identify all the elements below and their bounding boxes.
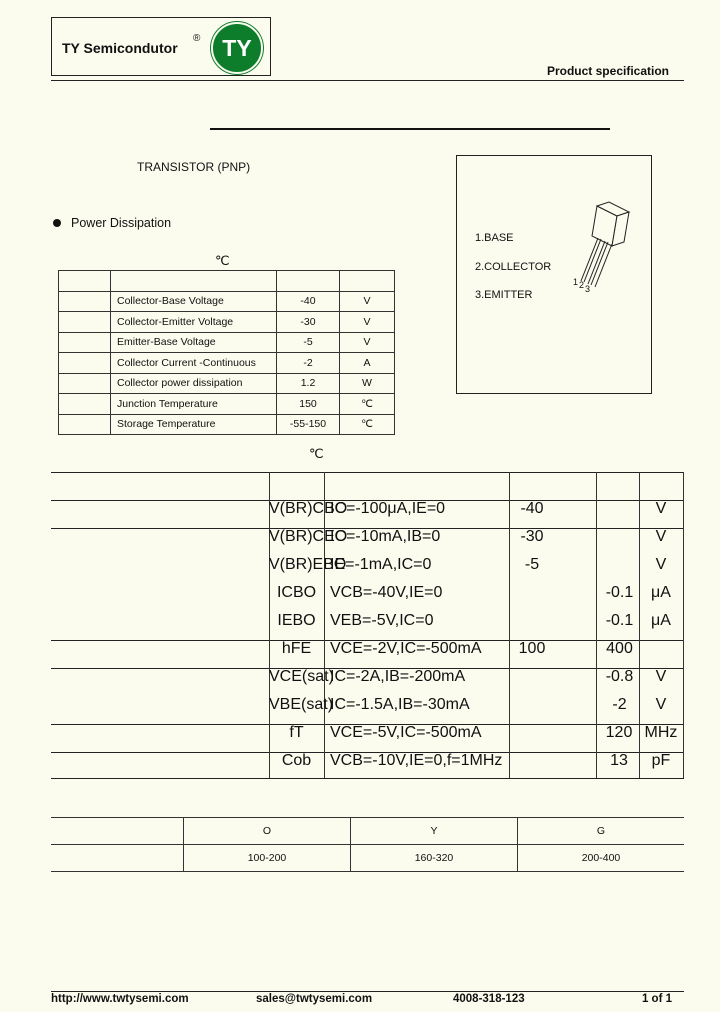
pin-label-emitter: 3.EMITTER xyxy=(475,289,533,301)
unit-cell: V xyxy=(340,332,395,353)
typ-cell: 120 xyxy=(605,724,633,741)
symbol-cell xyxy=(269,556,347,574)
device-description: TRANSISTOR (PNP) xyxy=(137,160,251,174)
symbol-subscript: ob xyxy=(293,752,312,769)
symbol-main: V xyxy=(269,500,280,517)
symbol-cell xyxy=(269,584,324,602)
to92-package-icon xyxy=(457,156,651,393)
min-cell: -5 xyxy=(524,556,540,573)
electrical-table xyxy=(51,472,684,778)
bullet-icon xyxy=(53,219,61,227)
electrical-unit-note: ℃ xyxy=(309,446,324,461)
unit-cell: V xyxy=(655,556,667,573)
value-cell: -5 xyxy=(277,332,340,353)
symbol-subscript: EBO xyxy=(281,612,316,629)
unit-cell: V xyxy=(655,528,667,545)
unit-cell: A xyxy=(340,353,395,374)
table-row xyxy=(59,291,395,312)
condition-cell: VCE=-2V,IC=-500mA xyxy=(330,640,482,657)
symbol-cell xyxy=(269,528,348,546)
symbol-cell xyxy=(269,752,324,770)
symbol-main: h xyxy=(281,640,291,657)
value-cell: -30 xyxy=(277,312,340,333)
symbol-main: C xyxy=(281,752,294,769)
unit-cell: V xyxy=(340,291,395,312)
max-cell: -0.8 xyxy=(605,668,634,685)
condition-cell: IE=-1mA,IC=0 xyxy=(330,556,432,573)
symbol-cell xyxy=(269,612,324,630)
symbol-main: V xyxy=(269,528,280,545)
symbol-subscript: CBO xyxy=(281,584,317,601)
table-row xyxy=(51,818,684,845)
condition-cell: IC=-10mA,IB=0 xyxy=(330,528,441,545)
symbol-main: f xyxy=(289,724,294,741)
footer-page-number: 1 of 1 xyxy=(641,993,672,1005)
symbol-cell xyxy=(269,696,334,714)
pin-number-3: 3 xyxy=(585,284,591,294)
param-cell: Storage Temperature xyxy=(111,414,277,435)
symbol-subscript: (BR)CEO xyxy=(279,528,348,545)
rank-cell: O xyxy=(184,818,351,845)
table-row xyxy=(59,414,395,435)
symbol-subscript: FE xyxy=(290,640,312,657)
table-row xyxy=(59,373,395,394)
unit-cell: V xyxy=(655,696,667,713)
condition-cell: VCB=-40V,IE=0 xyxy=(330,584,443,601)
param-cell: Collector Current -Continuous xyxy=(111,353,277,374)
symbol-main: V xyxy=(269,668,280,685)
footer-rule xyxy=(51,991,684,992)
table-row xyxy=(51,845,684,872)
table-row xyxy=(59,353,395,374)
param-cell: Emitter-Base Voltage xyxy=(111,332,277,353)
footer-url-link[interactable]: http://www.twtysemi.com xyxy=(51,993,189,1005)
pin-label-collector: 2.COLLECTOR xyxy=(475,261,552,273)
unit-cell: ℃ xyxy=(340,414,395,435)
pin-label-base: 1.BASE xyxy=(475,232,514,244)
min-cell: 100 xyxy=(518,640,546,657)
product-spec-label: Product specification xyxy=(546,64,669,78)
param-cell: Collector power dissipation xyxy=(111,373,277,394)
condition-cell: VCB=-10V,IE=0,f=1MHz xyxy=(330,752,503,769)
symbol-subscript: T xyxy=(293,724,304,741)
unit-cell: V xyxy=(655,500,667,517)
symbol-main: I xyxy=(277,612,282,629)
max-cell: -2 xyxy=(612,696,627,713)
symbol-subscript: (BR)CBO xyxy=(279,500,348,517)
pin-number-1: 1 xyxy=(573,277,579,287)
unit-cell: V xyxy=(340,312,395,333)
max-ratings-table xyxy=(58,270,395,435)
value-cell: -55-150 xyxy=(277,414,340,435)
brand-name: TY Semicondutor xyxy=(62,40,178,56)
table-row xyxy=(59,394,395,415)
pin-number-2: 2 xyxy=(579,280,585,290)
value-cell: 150 xyxy=(277,394,340,415)
symbol-main: V xyxy=(269,556,280,573)
symbol-subscript: CE(sat) xyxy=(279,668,334,685)
unit-cell: μA xyxy=(651,612,671,629)
max-cell: -0.1 xyxy=(605,584,634,601)
unit-cell: ℃ xyxy=(340,394,395,415)
unit-cell: μA xyxy=(651,584,671,601)
symbol-subscript: BE(sat) xyxy=(279,696,334,713)
table-row xyxy=(59,271,395,292)
package-diagram xyxy=(456,155,652,394)
table-row xyxy=(59,332,395,353)
typ-cell: 13 xyxy=(610,752,628,769)
param-cell: Collector-Emitter Voltage xyxy=(111,312,277,333)
unit-cell: V xyxy=(655,668,667,685)
condition-cell: VCE=-5V,IC=-500mA xyxy=(330,724,482,741)
symbol-main: I xyxy=(276,584,282,601)
header-rule xyxy=(51,80,684,81)
rank-cell: Y xyxy=(351,818,518,845)
value-cell: -40 xyxy=(277,291,340,312)
classification-table xyxy=(51,817,684,872)
range-cell: 160-320 xyxy=(351,845,518,872)
symbol-main: V xyxy=(269,696,280,713)
max-cell: -0.1 xyxy=(605,612,634,629)
min-cell: -40 xyxy=(520,500,544,517)
unit-cell: MHz xyxy=(644,724,678,741)
footer-phone: 4008-318-123 xyxy=(453,993,525,1005)
table-row xyxy=(59,312,395,333)
value-cell: 1.2 xyxy=(277,373,340,394)
title-rule xyxy=(210,128,610,130)
rank-cell: G xyxy=(518,818,685,845)
footer-email-link[interactable]: sales@twtysemi.com xyxy=(256,993,373,1005)
unit-cell: W xyxy=(340,373,395,394)
symbol-cell xyxy=(269,724,324,742)
condition-cell: VEB=-5V,IC=0 xyxy=(330,612,434,629)
param-cell: Collector-Base Voltage xyxy=(111,291,277,312)
feature-item: Power Dissipation xyxy=(71,216,172,230)
symbol-cell xyxy=(269,500,348,518)
max-cell: 400 xyxy=(606,640,633,657)
min-cell: -30 xyxy=(520,528,544,545)
symbol-subscript: (BR)EBO xyxy=(279,556,347,573)
company-logo: TY xyxy=(211,22,263,74)
symbol-cell xyxy=(269,668,334,686)
condition-cell: IC=-2A,IB=-200mA xyxy=(330,668,466,685)
value-cell: -2 xyxy=(277,353,340,374)
unit-cell: pF xyxy=(651,752,671,769)
condition-cell: IC=-1.5A,IB=-30mA xyxy=(330,696,470,713)
condition-cell: IC=-100μA,IE=0 xyxy=(330,500,446,517)
ratings-unit-note: ℃ xyxy=(215,253,230,268)
range-cell: 200-400 xyxy=(518,845,685,872)
param-cell: Junction Temperature xyxy=(111,394,277,415)
registered-mark: ® xyxy=(193,33,201,44)
range-cell: 100-200 xyxy=(184,845,351,872)
symbol-cell xyxy=(269,640,324,658)
